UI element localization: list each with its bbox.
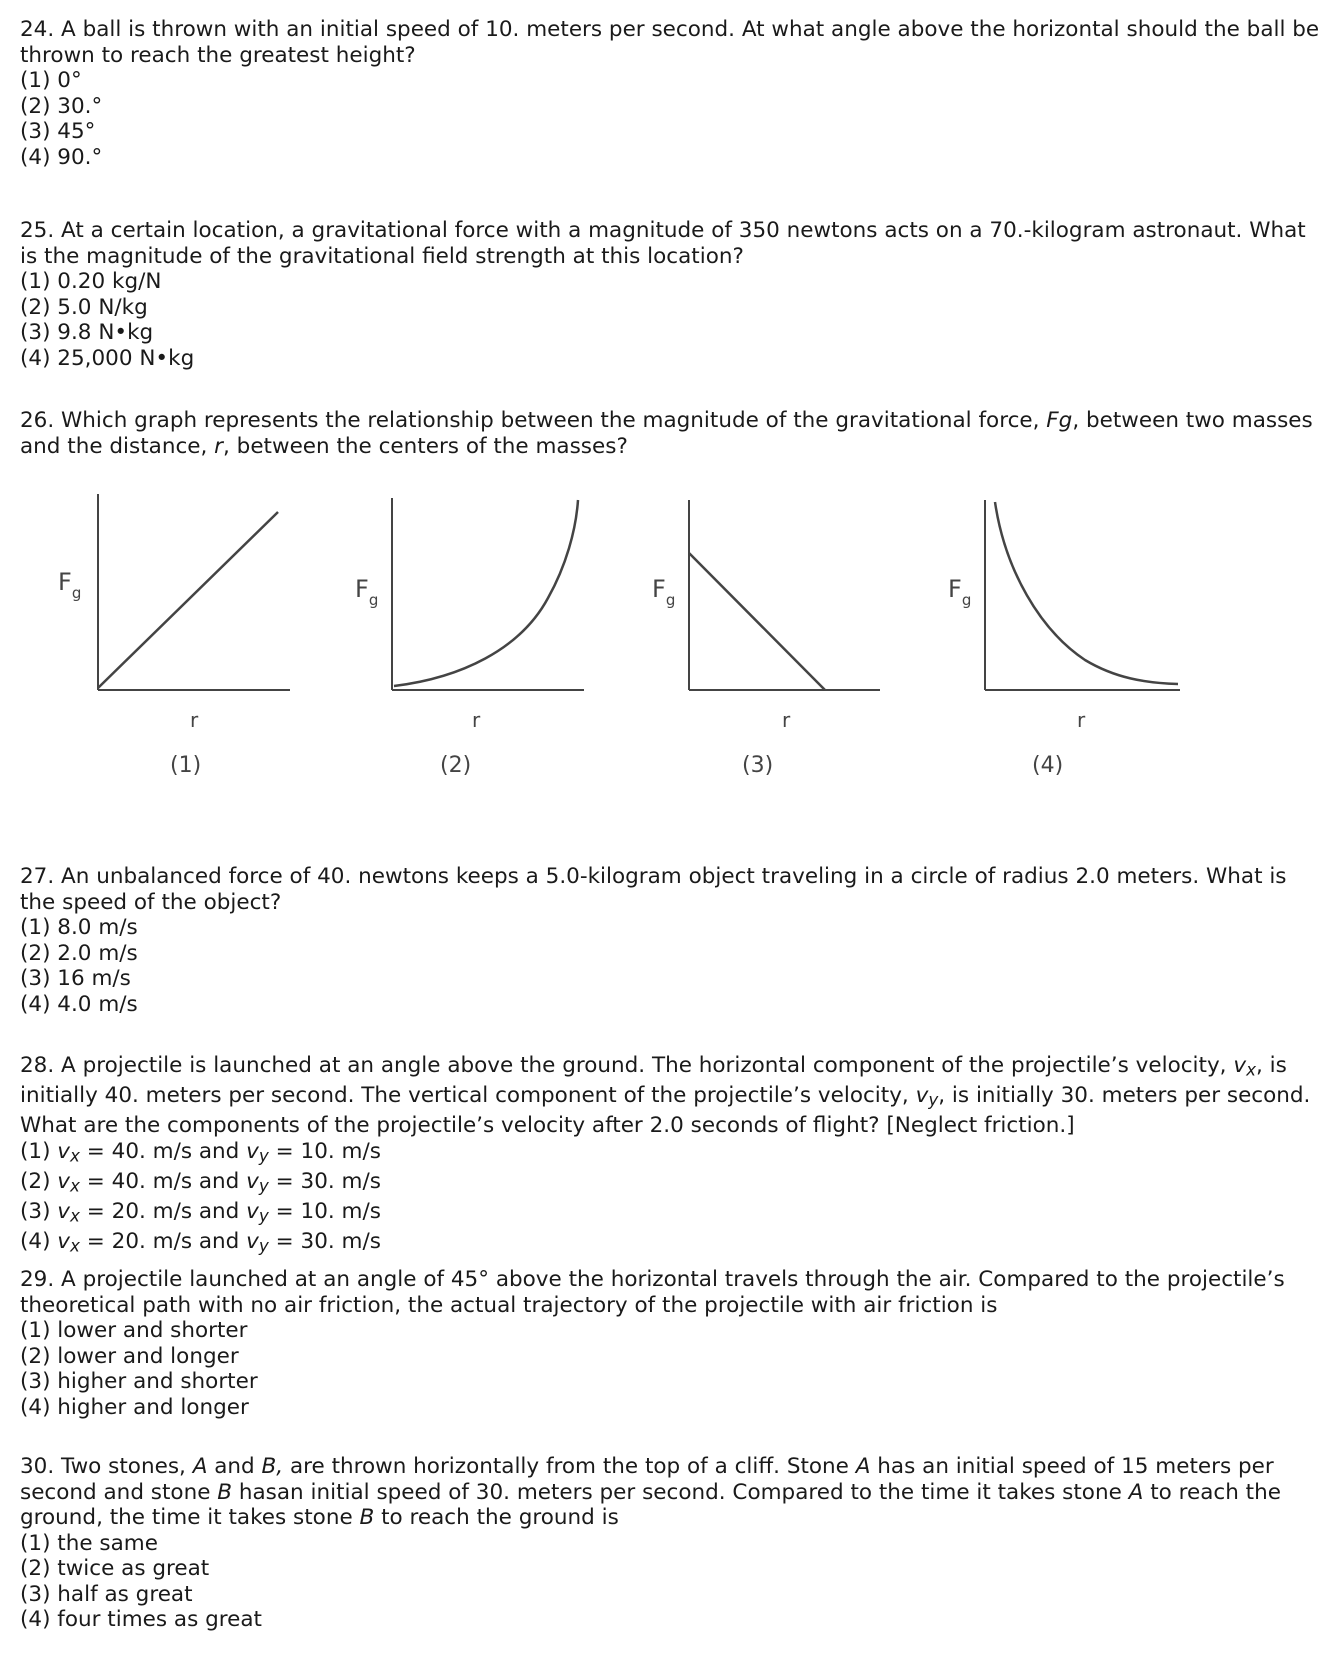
question-29-options	[20, 1318, 1320, 1420]
question-30-option-1: (1) the same	[20, 1530, 158, 1556]
graph-3-line	[689, 553, 825, 690]
question-28-text-part: , is initially 40. meters per second. The vertical component of the projectile’s velocity,	[20, 1053, 1287, 1109]
graph-1	[58, 494, 290, 778]
question-24-text: 24. A ball is thrown with an initial speed of 10. meters per second. At what angle above the horizontal should the ball be thrown to reach the greatest height?	[20, 17, 1320, 68]
vx-symbol: $v_x$	[1233, 1053, 1256, 1080]
question-29	[20, 1267, 1320, 1420]
graph-3-ylabel: $F_g$	[652, 575, 676, 609]
question-28-option-3: (3) $v_x = 20$. m/s and $v_y = 10$. m/s	[20, 1199, 381, 1226]
question-25-option-4: (4) 25,000 N•kg	[20, 345, 195, 371]
question-27-options	[20, 915, 1320, 1017]
question-29-option-4: (4) higher and longer	[20, 1394, 249, 1420]
question-30-options	[20, 1531, 1320, 1633]
question-24-option-2: (2) 30.°	[20, 93, 103, 119]
question-29-option-3: (3) higher and shorter	[20, 1369, 258, 1394]
question-30-option-3: (3) half as great	[20, 1581, 193, 1607]
question-28-text-part: 28. A projectile is launched at an angle above the ground. The horizontal component of the projectile’s velocity,	[20, 1053, 1234, 1078]
question-28-option-1: (1) $v_x = 40$. m/s and $v_y = 10$. m/s	[20, 1138, 381, 1166]
question-30-option-2: (2) twice as great	[20, 1556, 210, 1581]
question-26-graphs	[0, 490, 1328, 820]
question-25-option-2: (2) 5.0 N/kg	[20, 294, 148, 320]
question-25	[20, 218, 1320, 371]
graph-2-ylabel: $F_g$	[355, 575, 379, 609]
question-26-fg: Fg	[1046, 408, 1073, 433]
graph-2-xlabel: r	[472, 708, 481, 732]
graph-4-xlabel: r	[1077, 708, 1086, 732]
graph-1-xlabel: r	[190, 708, 199, 732]
graph-2	[355, 498, 584, 778]
question-30-text: 30. Two stones, A and B, are thrown horizontally from the top of a cliff. Stone A has an initial speed of 15 meters per second and stone B hasan initial speed of 30. meters per second. Compared to the time it takes stone A to reach the ground, the time it takes stone B to reach the ground is	[20, 1454, 1281, 1530]
question-28-option-2: (2) $v_x = 40$. m/s and $v_y = 30$. m/s	[20, 1169, 381, 1196]
question-24-option-1: (1) 0°	[20, 68, 82, 93]
question-25-option-1: (1) 0.20 kg/N	[20, 269, 162, 294]
question-28-option-4: (4) $v_x = 20$. m/s and $v_y = 30$. m/s	[20, 1229, 381, 1257]
question-26-text-part: , between two masses and the distance,	[20, 408, 1313, 459]
question-25-option-3: (3) 9.8 N•kg	[20, 320, 154, 345]
question-29-text: 29. A projectile launched at an angle of 45° above the horizontal travels through the air. Compared to the projectile’s theoretical path with no air friction, the actual trajectory of the projectile with air friction is	[20, 1267, 1285, 1318]
question-26-text-part: , between the centers of the masses?	[223, 433, 628, 459]
question-28-text	[20, 1053, 1320, 1139]
graph-2-curve	[394, 500, 578, 686]
graph-1-ylabel: $F_g$	[58, 568, 82, 602]
question-30-option-4: (4) four times as great	[20, 1607, 262, 1632]
question-28-options	[20, 1139, 1320, 1260]
question-27-text: 27. An unbalanced force of 40. newtons keeps a 5.0-kilogram object traveling in a circle of radius 2.0 meters. What is the speed of the object?	[20, 864, 1287, 915]
vy-symbol: $v_y$	[915, 1083, 939, 1110]
question-27-option-4: (4) 4.0 m/s	[20, 991, 138, 1017]
question-30	[20, 1454, 1320, 1633]
question-24-option-4: (4) 90.°	[20, 144, 103, 170]
question-26	[20, 408, 1320, 459]
graph-4-caption: (4)	[1032, 753, 1064, 778]
question-24	[20, 17, 1320, 170]
question-26-text	[20, 408, 1320, 459]
graph-4-ylabel: $F_g$	[948, 575, 972, 609]
graph-3-caption: (3)	[742, 753, 774, 778]
question-25-text: 25. At a certain location, a gravitational force with a magnitude of 350 newtons acts on a 70.-kilogram astronaut. What is the magnitude of the gravitational field strength at this location?	[20, 218, 1306, 269]
question-26-text-part: 26. Which graph represents the relationship between the magnitude of the gravitational force,	[20, 408, 1047, 433]
question-28-text-part: , is initially 30. meters per second. What are the components of the projectile’s velocity after 2.0 seconds of flight? [Neglect friction.]	[20, 1083, 1311, 1139]
question-29-option-2: (2) lower and longer	[20, 1343, 239, 1369]
question-24-option-3: (3) 45°	[20, 119, 96, 144]
graph-2-caption: (2)	[440, 753, 472, 778]
question-26-r: r	[214, 433, 224, 459]
graph-1-line	[98, 512, 278, 688]
question-27-option-1: (1) 8.0 m/s	[20, 915, 138, 940]
graph-4-curve	[995, 502, 1178, 684]
graph-1-caption: (1)	[170, 753, 202, 778]
question-27	[20, 864, 1320, 1017]
graph-3-xlabel: r	[782, 708, 791, 732]
question-27-option-3: (3) 16 m/s	[20, 966, 131, 991]
question-29-option-1: (1) lower and shorter	[20, 1318, 248, 1343]
question-25-options	[20, 269, 1320, 371]
question-24-options	[20, 68, 1320, 170]
question-27-option-2: (2) 2.0 m/s	[20, 940, 138, 966]
graph-4	[948, 500, 1180, 778]
question-28	[20, 1053, 1320, 1260]
graph-3	[652, 500, 880, 778]
